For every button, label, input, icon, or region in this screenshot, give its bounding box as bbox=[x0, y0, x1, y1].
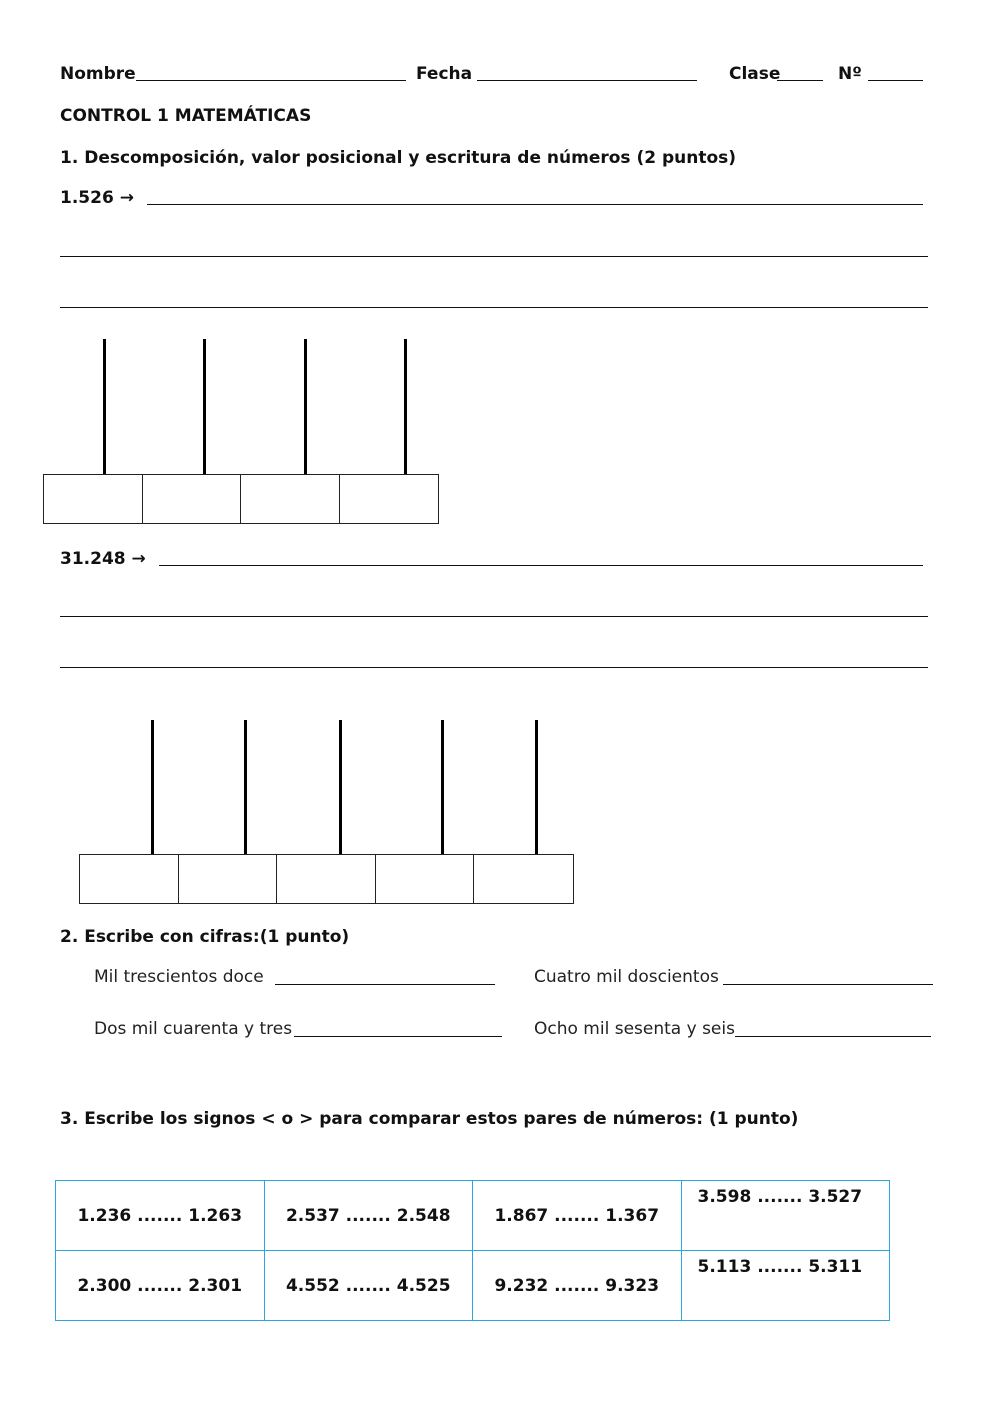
abacus-rod bbox=[151, 720, 154, 856]
answer-line[interactable] bbox=[60, 307, 928, 308]
section3-heading: 3. Escribe los signos < o > para comparar estos pares de números: (1 punto) bbox=[60, 1109, 799, 1129]
comparison-cell[interactable]: 2.537 ....... 2.548 bbox=[264, 1181, 473, 1251]
answer-line[interactable] bbox=[60, 616, 928, 617]
write-prompt: Dos mil cuarenta y tres bbox=[94, 1019, 293, 1039]
number-field[interactable] bbox=[868, 80, 923, 81]
comparison-cell[interactable]: 1.236 ....... 1.263 bbox=[56, 1181, 265, 1251]
abacus-rod bbox=[404, 339, 407, 475]
class-field[interactable] bbox=[777, 80, 823, 81]
table-row bbox=[56, 1181, 890, 1251]
place-value-box[interactable] bbox=[240, 474, 340, 524]
place-value-box[interactable] bbox=[375, 854, 475, 904]
arrow-right-icon: → bbox=[119, 188, 134, 208]
place-value-box[interactable] bbox=[276, 854, 376, 904]
place-value-box[interactable] bbox=[79, 854, 179, 904]
abacus-rod bbox=[441, 720, 444, 856]
abacus-rod bbox=[103, 339, 106, 475]
item1-number-value: 1.526 bbox=[60, 188, 114, 208]
comparison-cell[interactable]: 5.113 ....... 5.311 bbox=[681, 1251, 890, 1321]
place-value-box[interactable] bbox=[473, 854, 574, 904]
answer-line[interactable] bbox=[60, 667, 928, 668]
date-field[interactable] bbox=[477, 80, 697, 81]
answer-line[interactable] bbox=[735, 1036, 931, 1037]
comparison-cell[interactable]: 9.232 ....... 9.323 bbox=[473, 1251, 682, 1321]
answer-line[interactable] bbox=[723, 984, 933, 985]
table-row bbox=[56, 1251, 890, 1321]
write-prompt: Ocho mil sesenta y seis bbox=[534, 1019, 735, 1039]
write-prompt: Mil trescientos doce bbox=[94, 967, 264, 987]
answer-line[interactable] bbox=[275, 984, 495, 985]
answer-line[interactable] bbox=[147, 204, 923, 205]
place-value-box[interactable] bbox=[178, 854, 278, 904]
place-value-box[interactable] bbox=[142, 474, 242, 524]
abacus-rod bbox=[203, 339, 206, 475]
comparison-table bbox=[55, 1180, 890, 1321]
comparison-cell[interactable]: 4.552 ....... 4.525 bbox=[264, 1251, 473, 1321]
abacus-rod bbox=[304, 339, 307, 475]
section2-heading: 2. Escribe con cifras:(1 punto) bbox=[60, 927, 350, 947]
answer-line[interactable] bbox=[60, 256, 928, 257]
abacus-rod bbox=[244, 720, 247, 856]
item2-number-value: 31.248 bbox=[60, 549, 126, 569]
comparison-cell[interactable]: 3.598 ....... 3.527 bbox=[681, 1181, 890, 1251]
page-title: CONTROL 1 MATEMÁTICAS bbox=[60, 106, 312, 126]
item2-number bbox=[60, 549, 146, 569]
place-value-box[interactable] bbox=[339, 474, 439, 524]
arrow-right-icon: → bbox=[131, 549, 146, 569]
name-label: Nombre bbox=[60, 64, 136, 84]
answer-line[interactable] bbox=[294, 1036, 502, 1037]
comparison-cell[interactable]: 1.867 ....... 1.367 bbox=[473, 1181, 682, 1251]
item1-number bbox=[60, 188, 134, 208]
comparison-cell[interactable]: 2.300 ....... 2.301 bbox=[56, 1251, 265, 1321]
place-value-box[interactable] bbox=[43, 474, 143, 524]
answer-line[interactable] bbox=[159, 565, 923, 566]
name-field[interactable] bbox=[136, 80, 406, 81]
class-label: Clase bbox=[729, 64, 781, 84]
abacus-rod bbox=[339, 720, 342, 856]
date-label: Fecha bbox=[416, 64, 473, 84]
write-prompt: Cuatro mil doscientos bbox=[534, 967, 719, 987]
abacus-rod bbox=[535, 720, 538, 856]
section1-heading: 1. Descomposición, valor posicional y escritura de números (2 puntos) bbox=[60, 148, 737, 168]
number-label: Nº bbox=[838, 64, 862, 84]
